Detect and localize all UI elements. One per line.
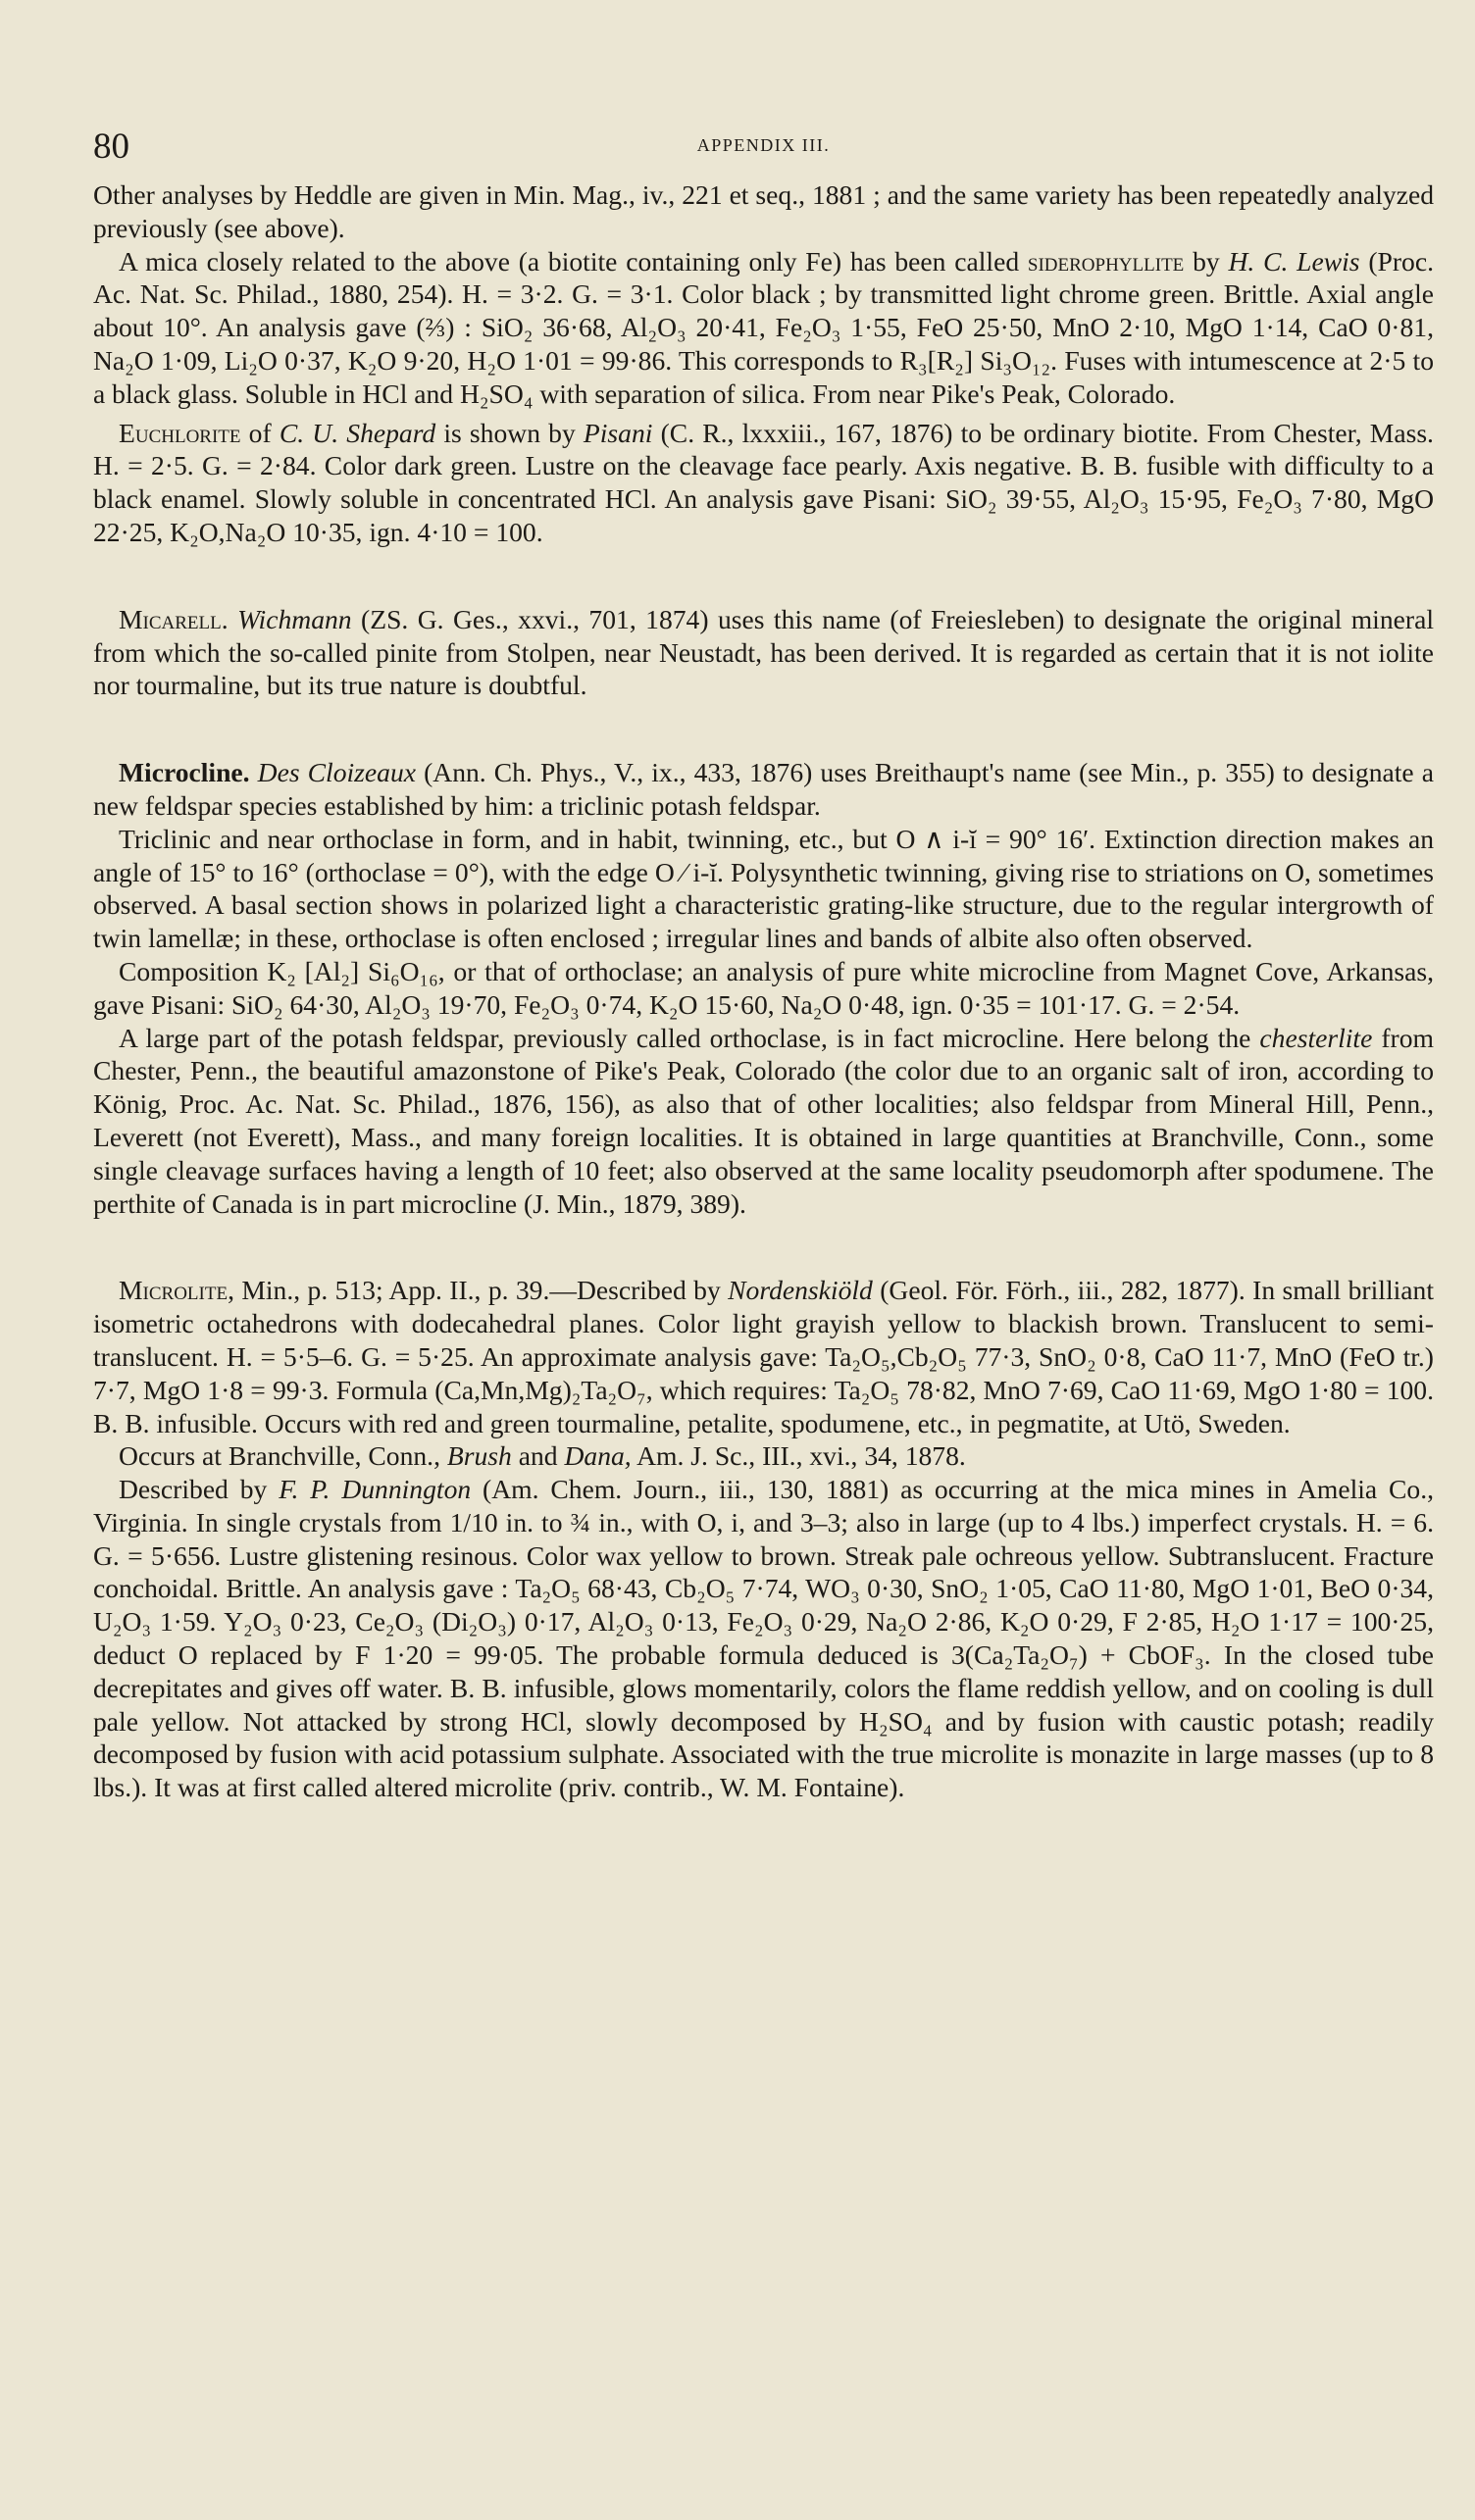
paragraph-microcline-composition: Composition K₂ [Al₂] Si₆O₁₆, or that of orthoclase; an analysis of pure white microcline from Magnet Cove, Arkansas, gave Pisani: SiO₂ 64·30, Al₂O₃ 19·70, Fe₂O₃ 0·74, K₂O 15·60, Na₂O 0·48, ign. 0·35 = 101·17. G. = 2·54.	[93, 955, 1434, 1020]
running-title: APPENDIX III.	[696, 135, 831, 155]
siderophyllite-term: siderophyllite	[1027, 245, 1185, 277]
siderophyllite-by: by	[1193, 245, 1220, 277]
paragraph-microcline-occurrence	[93, 1022, 1434, 1221]
microcline-author: Des Cloizeaux	[257, 757, 417, 788]
paragraph-heddle-analyses: Other analyses by Heddle are given in Min. Mag., iv., 221 et seq., 1881 ; and the same variety has been repeatedly analyzed previously (see above).	[93, 179, 1434, 243]
microlite-term: Microlite,	[119, 1275, 234, 1306]
microlite-author: Nordenskiöld	[728, 1275, 873, 1306]
microcline-text: (Ann. Ch. Phys., V., ix., 433, 1876) uses Breithaupt's name (see Min., p. 355) to designate a new feldspar species established by him: a triclinic potash feldspar.	[93, 757, 1434, 821]
paragraph-microlite-dunnington	[93, 1473, 1434, 1804]
microcline-occurrence-intro: A large part of the potash feldspar, previously called orthoclase, is in fact microcline. Here belong the	[119, 1022, 1251, 1053]
branchville-author2: Dana,	[564, 1440, 632, 1472]
micarell-term: Micarell.	[119, 603, 229, 634]
siderophyllite-text: (Proc. Ac. Nat. Sc. Philad., 1880, 254). H. = 3·2. G. = 3·1. Color black ; by transmitted light chrome green. Brittle. Axial angle about 10°. An analysis gave (⅔) : SiO₂ 36·68, Al₂O₃ 20·41, Fe₂O₃ 1·55, FeO 25·50, MnO 2·10, MgO 1·14, CaO 0·81, Na₂O 1·09, Li₂O 0·37, K₂O 9·20, H₂O 1·01 = 99·86. This corresponds to R₃[R₂] Si₃O₁₂. Fuses with intumescence at 2·5 to a black glass. Soluble in HCl and H₂SO₄ with separation of silica. From near Pike's Peak, Colorado.	[93, 245, 1434, 409]
microlite-intro: Min., p. 513; App. II., p. 39.—Described by	[241, 1275, 721, 1306]
microlite-text: (Geol. För. Förh., iii., 282, 1877). In small brilliant isometric octahedrons with dodecahedral planes. Color light grayish yellow to blackish brown. Translucent to semi-translucent. H. = 5·5–6. G. = 5·25. An approximate analysis gave: Ta₂O₅,Cb₂O₅ 77·3, SnO₂ 0·8, CaO 11·7, MnO (FeO tr.) 7·7, MgO 1·8 = 99·3. Formula (Ca,Mn,Mg)₂Ta₂O₇, which requires: Ta₂O₅ 78·82, MnO 7·69, CaO 11·69, MgO 1·80 = 100. B. B. infusible. Occurs with red and green tourmaline, petalite, spodumene, etc., in pegmatite, at Utö, Sweden.	[93, 1275, 1434, 1438]
siderophyllite-author: H. C. Lewis	[1228, 245, 1360, 277]
euchlorite-author2: Pisani	[583, 417, 653, 448]
dunnington-author: F. P. Dunnington	[279, 1474, 472, 1505]
siderophyllite-intro: A mica closely related to the above (a biotite containing only Fe) has been called	[119, 245, 1020, 277]
branchville-intro: Occurs at Branchville, Conn.,	[119, 1440, 440, 1472]
micarell-author: Wichmann	[237, 603, 352, 634]
body-text	[93, 178, 1434, 1804]
paragraph-microlite	[93, 1274, 1434, 1439]
branchville-and: and	[518, 1440, 558, 1472]
paragraph-euchlorite	[93, 417, 1434, 549]
running-head	[93, 116, 1434, 165]
euchlorite-author: C. U. Shepard	[279, 417, 436, 448]
page-number: 80	[93, 126, 129, 167]
euchlorite-text: (C. R., lxxxiii., 167, 1876) to be ordinary biotite. From Chester, Mass. H. = 2·5. G. = 2·84. Color dark green. Lustre on the cleavage face pearly. Axis negative. B. B. fusible with difficulty to a black enamel. Slowly soluble in concentrated HCl. An analysis gave Pisani: SiO₂ 39·55, Al₂O₃ 15·95, Fe₂O₃ 7·80, MgO 22·25, K₂O,Na₂O 10·35, ign. 4·10 = 100.	[93, 417, 1434, 547]
paragraph-siderophyllite	[93, 245, 1434, 411]
microcline-term: Microcline.	[119, 757, 250, 788]
branchville-text: Am. J. Sc., III., xvi., 34, 1878.	[636, 1440, 966, 1472]
paragraph-microcline	[93, 756, 1434, 823]
branchville-author: Brush	[446, 1440, 512, 1472]
paragraph-micarell	[93, 603, 1434, 702]
microcline-occurrence-text: from Chester, Penn., the beautiful amazonstone of Pike's Peak, Colorado (the color due to an organic salt of iron, according to König, Proc. Ac. Nat. Sc. Philad., 1876, 156), as also that of other localities; also feldspar from Mineral Hill, Penn., Leverett (not Everett), Mass., and many foreign localities. It is obtained in large quantities at Branchville, Conn., some single cleavage surfaces having a length of 10 feet; also observed at the same locality pseudomorph after spodumene. The perthite of Canada is in part microcline (J. Min., 1879, 389).	[93, 1022, 1434, 1219]
dunnington-text: (Am. Chem. Journ., iii., 130, 1881) as occurring at the mica mines in Amelia Co., Virginia. In single crystals from 1/10 in. to ¾ in., with O, i, and 3–3; also in large (up to 4 lbs.) imperfect crystals. H. = 6. G. = 5·656. Lustre glistening resinous. Color wax yellow to brown. Streak pale ochreous yellow. Subtranslucent. Fracture conchoidal. Brittle. An analysis gave : Ta₂O₅ 68·43, Cb₂O₅ 7·74, WO₃ 0·30, SnO₂ 1·05, CaO 11·80, MgO 1·01, BeO 0·34, U₂O₃ 1·59. Y₂O₃ 0·23, Ce₂O₃ (Di₂O₃) 0·17, Al₂O₃ 0·13, Fe₂O₃ 0·29, Na₂O 2·86, K₂O 0·29, F 2·85, H₂O 1·17 = 100·25, deduct O replaced by F 1·20 = 99·05. The probable formula deduced is 3(Ca₂Ta₂O₇) + CbOF₃. In the closed tube decrepitates and gives off water. B. B. infusible, glows momentarily, colors the flame reddish yellow, and on cooling is dull pale yellow. Not attacked by strong HCl, slowly decomposed by H₂SO₄ and by fusion with caustic potash; readily decomposed by fusion with acid potassium sulphate. Associated with the true microlite is monazite in large masses (up to 8 lbs.). It was at first called altered microlite (priv. contrib., W. M. Fontaine).	[93, 1474, 1435, 1803]
paragraph-microcline-form: Triclinic and near orthoclase in form, and in habit, twinning, etc., but O ∧ i-ĭ = 90° 16′. Extinction direction makes an angle of 15° to 16° (orthoclase = 0°), with the edge O ∕ i-ĭ. Polysynthetic twinning, giving rise to striations on O, sometimes observed. A basal section shows in polarized light a characteristic grating-like structure, due to the regular intergrowth of twin lamellæ; in these, orthoclase is often enclosed ; irregular lines and bands of albite also often observed.	[93, 823, 1434, 954]
euchlorite-shown: is shown by	[443, 417, 576, 448]
dunnington-intro: Described by	[119, 1474, 268, 1505]
chesterlite-term: chesterlite	[1259, 1022, 1373, 1053]
euchlorite-term: Euchlorite	[119, 417, 241, 448]
paragraph-microlite-branchville	[93, 1439, 1434, 1473]
micarell-text: (ZS. G. Ges., xxvi., 701, 1874) uses this name (of Freiesleben) to designate the original mineral from which the so-called pinite from Stolpen, near Neustadt, has been derived. It is regarded as certain that it is not iolite nor tourmaline, but its true nature is doubtful.	[93, 603, 1434, 701]
euchlorite-of: of	[248, 417, 272, 448]
